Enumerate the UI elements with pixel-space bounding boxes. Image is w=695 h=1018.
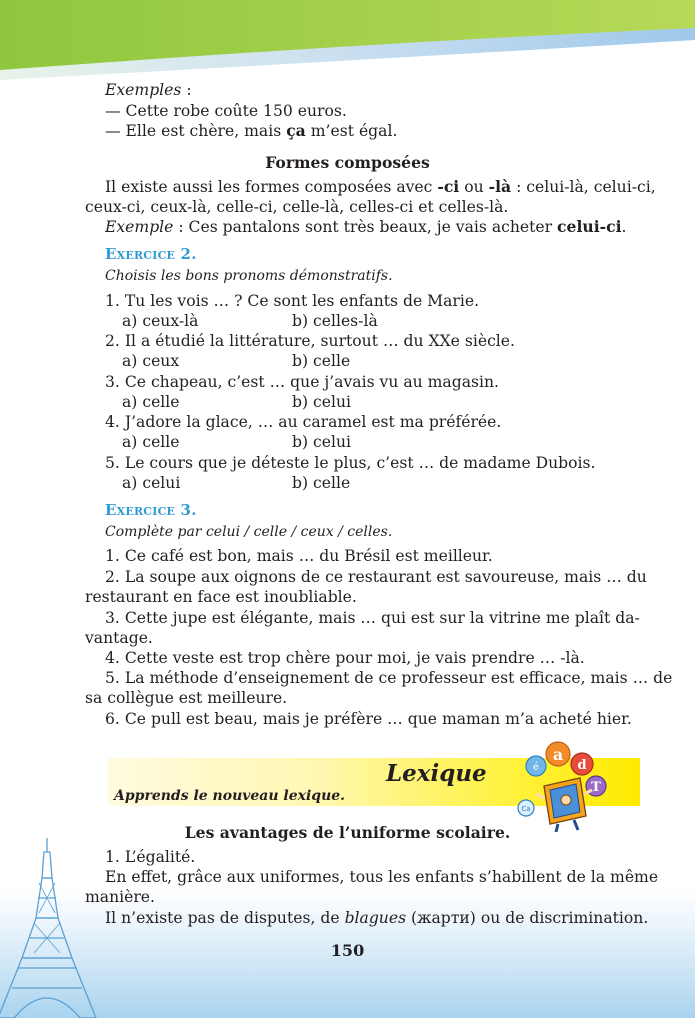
formes-p1-la: -là — [488, 177, 512, 196]
uniforme-line-4-a: Il n’existe pas de disputes, de — [105, 909, 345, 927]
example-line-2-bold: ça — [286, 121, 306, 140]
uniforme-line-4-italic: blagues — [344, 909, 407, 927]
formes-example-text: : Ces pantalons sont très beaux, je vais acheter — [173, 218, 558, 236]
formes-heading: Formes composées — [265, 153, 430, 172]
formes-paragraph-line-2: ceux-ci, ceux-là, celle-ci, celle-là, celles-ci et celles-là. — [85, 198, 509, 216]
svg-text:T: T — [591, 780, 601, 795]
exercise-2-question-1: 1. Tu les vois … ? Ce sont les enfants de Marie. — [105, 292, 480, 310]
exercise-3-instruction: Complète par celui / celle / ceux / celles. — [105, 524, 393, 540]
exercise-2-option-4a: a) celle — [122, 433, 180, 451]
exercise-2-instruction: Choisis les bons pronoms démonstratifs. — [105, 268, 393, 284]
eiffel-tower-icon — [0, 838, 110, 1018]
exercise-3-line-7: 5. La méthode d’enseignement de ce professeur est efficace, mais … de — [105, 669, 673, 687]
examples-label: Exemples — [105, 81, 182, 99]
svg-text:é: é — [533, 762, 539, 773]
lexique-book-letters-icon — [514, 738, 618, 832]
exercise-2-option-3a: a) celle — [122, 393, 180, 411]
exercise-2-question-4: 4. J’adore la glace, … au caramel est ma préférée. — [105, 413, 502, 431]
examples-label-line — [105, 80, 192, 100]
formes-paragraph-line-1 — [105, 177, 656, 197]
exercise-3-line-8: sa collègue est meilleure. — [85, 689, 288, 707]
formes-example-label: Exemple — [105, 218, 174, 236]
formes-example-end: . — [621, 218, 627, 236]
exercise-3-line-1: 1. Ce café est bon, mais … du Brésil est meilleur. — [105, 547, 493, 565]
svg-text:d: d — [577, 758, 587, 773]
lexique-title: Lexique — [386, 760, 487, 787]
example-line-2-pre: — Elle est chère, mais — [105, 122, 287, 140]
uniforme-line-2: En effet, grâce aux uniformes, tous les enfants s’habillent de la même — [105, 868, 659, 886]
exercise-2-option-3b: b) celui — [292, 393, 352, 411]
uniforme-heading: Les avantages de l’uniforme scolaire. — [184, 823, 511, 842]
formes-example-bold: celui-ci — [557, 217, 622, 236]
examples-label-suffix: : — [181, 81, 192, 99]
exercise-2-option-5b: b) celle — [292, 474, 351, 492]
uniforme-line-4 — [105, 908, 648, 928]
uniforme-line-4-b: (жарти) ou de discrimination. — [406, 909, 649, 927]
exercise-3-line-4: 3. Cette jupe est élégante, mais … qui est sur la vitrine me plaît da- — [105, 609, 640, 627]
exercise-3-line-2: 2. La soupe aux oignons de ce restaurant est savoureuse, mais … du — [105, 568, 647, 586]
exercise-2-option-2b: b) celle — [292, 352, 351, 370]
example-line-2 — [105, 121, 397, 141]
exercise-3-title: Exercice 3. — [105, 501, 197, 519]
page-number: 150 — [330, 941, 365, 960]
uniforme-line-3: manière. — [85, 888, 155, 906]
exercise-3-line-9: 6. Ce pull est beau, mais je préfère … que maman m’a acheté hier. — [105, 710, 632, 728]
exercise-2-title: Exercice 2. — [105, 245, 197, 263]
formes-p1-b: ou — [459, 178, 489, 196]
top-decorative-band — [0, 0, 695, 80]
svg-text:a: a — [552, 745, 564, 764]
example-line-2-post: m’est égal. — [305, 122, 398, 140]
exercise-3-line-6: 4. Cette veste est trop chère pour moi, je vais prendre … -là. — [105, 649, 585, 667]
exercise-2-option-4b: b) celui — [292, 433, 352, 451]
uniforme-line-1: 1. L’égalité. — [105, 848, 196, 866]
exercise-2-question-5: 5. Le cours que je déteste le plus, c’est … de madame Dubois. — [105, 454, 596, 472]
exercise-2-question-2: 2. Il a étudié la littérature, surtout … du XXe siècle. — [105, 332, 515, 350]
formes-example-line — [105, 217, 627, 237]
svg-text:Ca: Ca — [521, 805, 531, 813]
exercise-2-option-2a: a) ceux — [122, 352, 180, 370]
exercise-2-option-1a: a) ceux-là — [122, 312, 199, 330]
formes-p1-c: : celui-là, celui-ci, — [511, 178, 656, 196]
example-line-1: — Cette robe coûte 150 euros. — [105, 102, 347, 120]
lexique-subtitle: Apprends le nouveau lexique. — [114, 788, 346, 804]
exercise-2-option-5a: a) celui — [122, 474, 181, 492]
formes-p1-a: Il existe aussi les formes composées avec — [105, 178, 438, 196]
exercise-2-option-1b: b) celles-là — [292, 312, 378, 330]
exercise-3-line-3: restaurant en face est inoubliable. — [85, 588, 357, 606]
formes-p1-ci: -ci — [437, 177, 460, 196]
exercise-2-question-3: 3. Ce chapeau, c’est … que j’avais vu au magasin. — [105, 373, 499, 391]
exercise-3-line-5: vantage. — [85, 629, 153, 647]
